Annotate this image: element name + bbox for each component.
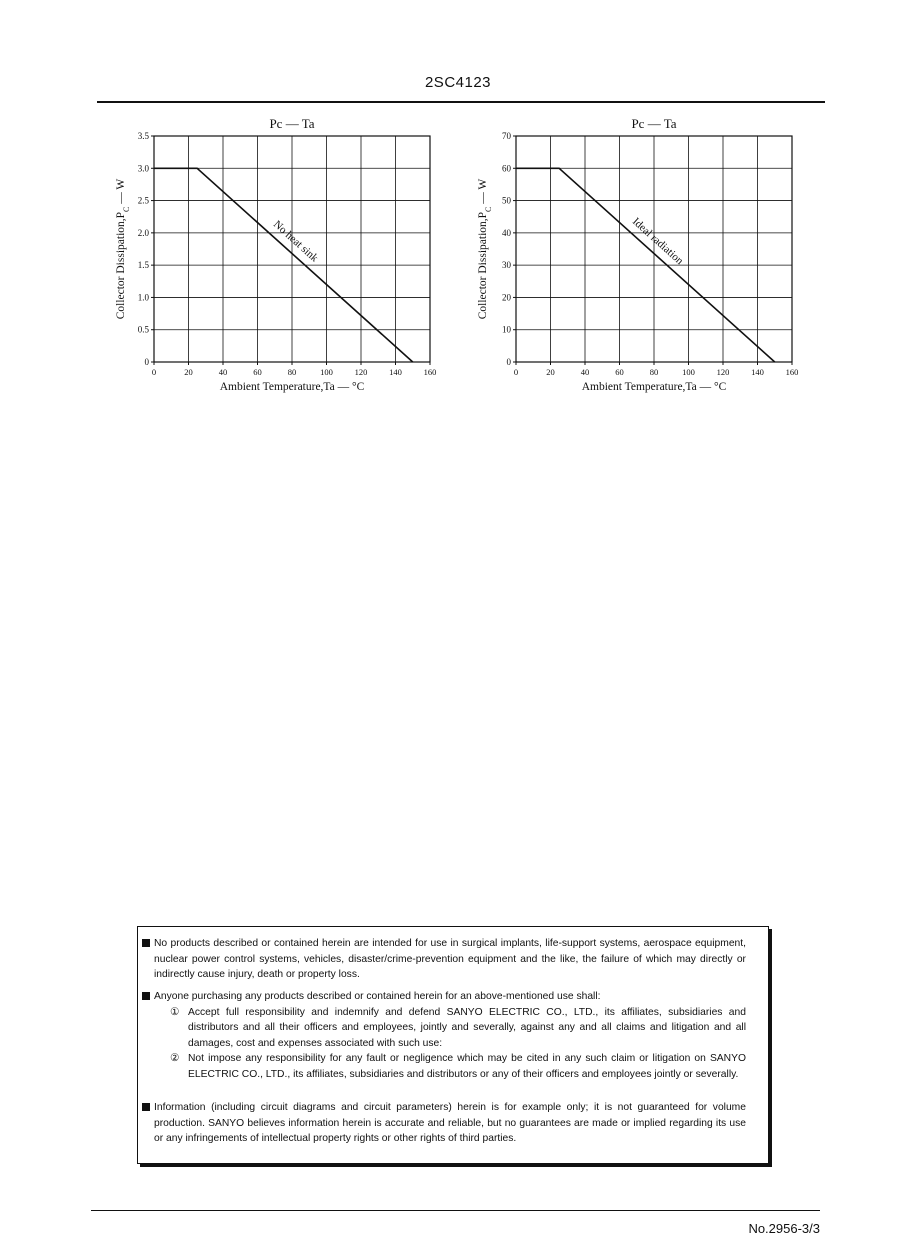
y-tick-label: 0.5 [137,324,149,335]
x-tick-label: 160 [785,367,799,377]
x-tick-label: 60 [253,367,262,377]
circled-number-1: ① [170,1006,180,1018]
notice-medical-use [154,936,746,983]
square-bullet-icon [142,992,150,1000]
chart-title: Pc — Ta [631,116,677,131]
x-axis-label: Ambient Temperature,Ta — °C [219,381,365,393]
y-tick-label: 50 [502,195,511,206]
y-tick-label: 70 [502,131,511,141]
footer-rule [91,1210,820,1211]
x-tick-label: 40 [580,367,590,377]
x-tick-label: 80 [649,367,659,377]
x-axis-label: Ambient Temperature,Ta — °C [581,381,727,393]
y-tick-label: 40 [502,227,511,238]
y-tick-label: 0 [144,357,149,367]
y-tick-label: 1.5 [137,260,149,271]
series-label: Ideal radiation [629,215,686,268]
header-rule [97,101,825,103]
y-tick-label: 60 [502,163,511,174]
x-tick-label: 160 [423,367,437,377]
pc-ta-chart-ideal-radiation [470,110,810,400]
square-bullet-icon [142,1103,150,1111]
y-axis-label: Collector $Dissipation,P_C$ — W [477,178,493,320]
chart-title: Pc — Ta [269,116,315,131]
notice-text: Anyone purchasing any products described or contained herein for an above-mentioned use shall: [154,991,601,1002]
notice-purchaser-obligations [154,989,746,1082]
x-tick-label: 100 [320,367,333,377]
y-tick-label: 2.0 [137,227,149,238]
x-tick-label: 40 [218,367,228,377]
obligation-text: Accept full responsibility and indemnify and defend SANYO ELECTRIC CO., LTD., its affiliates, subsidiaries and distributors and all their officers and employees, jointly and severally, against any and all claims and litigation and all damages, cost and expenses associated with such use: [188,1006,746,1049]
x-tick-label: 20 [184,367,193,377]
x-tick-label: 0 [513,367,519,377]
x-tick-label: 140 [751,367,764,377]
y-axis-label: Collector $Dissipation,P_C$ — W [115,178,131,320]
x-tick-label: 120 [716,367,730,377]
y-tick-label: 30 [502,260,511,271]
document-number: No.2956-3/3 [748,1221,820,1236]
x-tick-label: 0 [151,367,157,377]
x-tick-label: 20 [546,367,555,377]
x-tick-label: 60 [615,367,624,377]
notice-text: No products described or contained herein are intended for use in surgical implants, life-support systems, aerospace equipment, nuclear power control systems, vehicles, disaster/crime-prevention equipment and the like, the failure of which may directly or indirectly cause injury, death or property loss. [154,938,746,980]
notice-text: Information (including circuit diagrams and circuit parameters) herein is for example only; it is not guaranteed for volume production. SANYO believes information herein is accurate and reliable, but no guarantees are made or implied regarding its use or any infringements of intellectual property rights or other rights of third parties. [154,1102,746,1144]
y-tick-label: 2.5 [137,195,149,206]
square-bullet-icon [142,939,150,947]
x-tick-label: 80 [287,367,297,377]
pc-ta-chart-no-heat-sink [108,110,448,400]
obligation-item-1 [154,1005,746,1052]
y-tick-label: 3.5 [137,131,149,141]
y-tick-label: 10 [502,324,511,335]
x-tick-label: 120 [354,367,368,377]
notice-information-example [154,1100,746,1147]
series-label: No heat sink [270,218,321,265]
disclaimer-box [137,926,769,1164]
circled-number-2: ② [170,1053,180,1064]
y-tick-label: 0 [506,357,511,367]
y-tick-label: 3.0 [137,163,149,174]
y-tick-label: 20 [502,292,511,303]
y-tick-label: 1.0 [137,292,149,303]
obligation-item-2 [154,1051,746,1082]
part-number: 2SC4123 [424,74,492,91]
x-tick-label: 140 [389,367,402,377]
x-tick-label: 100 [682,367,695,377]
obligation-text: Not impose any responsibility for any fault or negligence which may be cited in any such claim or litigation on SANYO ELECTRIC CO., LTD., its affiliates, subsidiaries and distributors or any of their officers and employees jointly or severally. [188,1053,746,1080]
